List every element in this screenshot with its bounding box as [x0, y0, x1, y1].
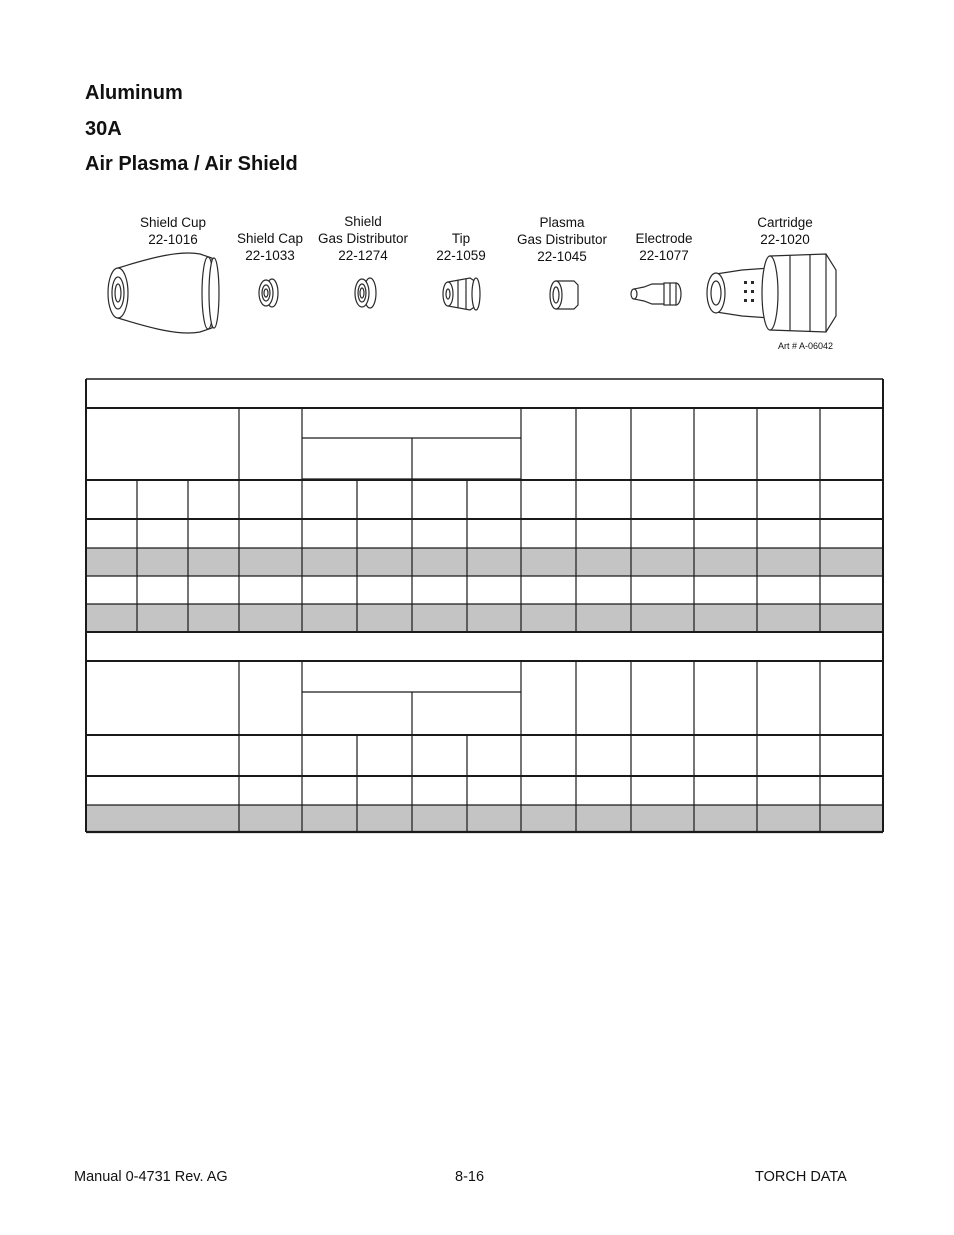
part-name: Shield Cup [139, 215, 207, 230]
part-name: Cartridge [757, 215, 813, 230]
part-name-line1: Shield [344, 214, 382, 229]
part-name-line1: Plasma [539, 215, 585, 230]
heading-gas: Air Plasma / Air Shield [85, 153, 298, 175]
part-name: Tip [451, 231, 471, 246]
part-number: 22-1274 [338, 248, 388, 263]
part-name-line2: Gas Distributor [516, 232, 608, 247]
part-number: 22-1033 [245, 248, 295, 263]
heading-amperage: 30A [85, 118, 122, 140]
heading-material: Aluminum [85, 82, 183, 104]
table-row-shaded [86, 805, 883, 831]
part-number: 22-1045 [537, 249, 587, 264]
part-number: 22-1059 [436, 248, 486, 263]
part-name-line2: Gas Distributor [317, 231, 409, 246]
footer-page-number: 8-16 [455, 1169, 485, 1185]
footer-manual: Manual 0-4731 Rev. AG [74, 1169, 228, 1185]
table-row-shaded [86, 604, 883, 632]
part-number: 22-1016 [148, 232, 198, 247]
part-number: 22-1077 [639, 248, 689, 263]
part-name: Shield Cap [236, 231, 304, 246]
part-number: 22-1020 [760, 232, 810, 247]
table-row-shaded [86, 548, 883, 576]
art-number: Art # A-06042 [778, 341, 834, 351]
footer-section: TORCH DATA [755, 1169, 847, 1185]
part-name: Electrode [635, 231, 693, 246]
